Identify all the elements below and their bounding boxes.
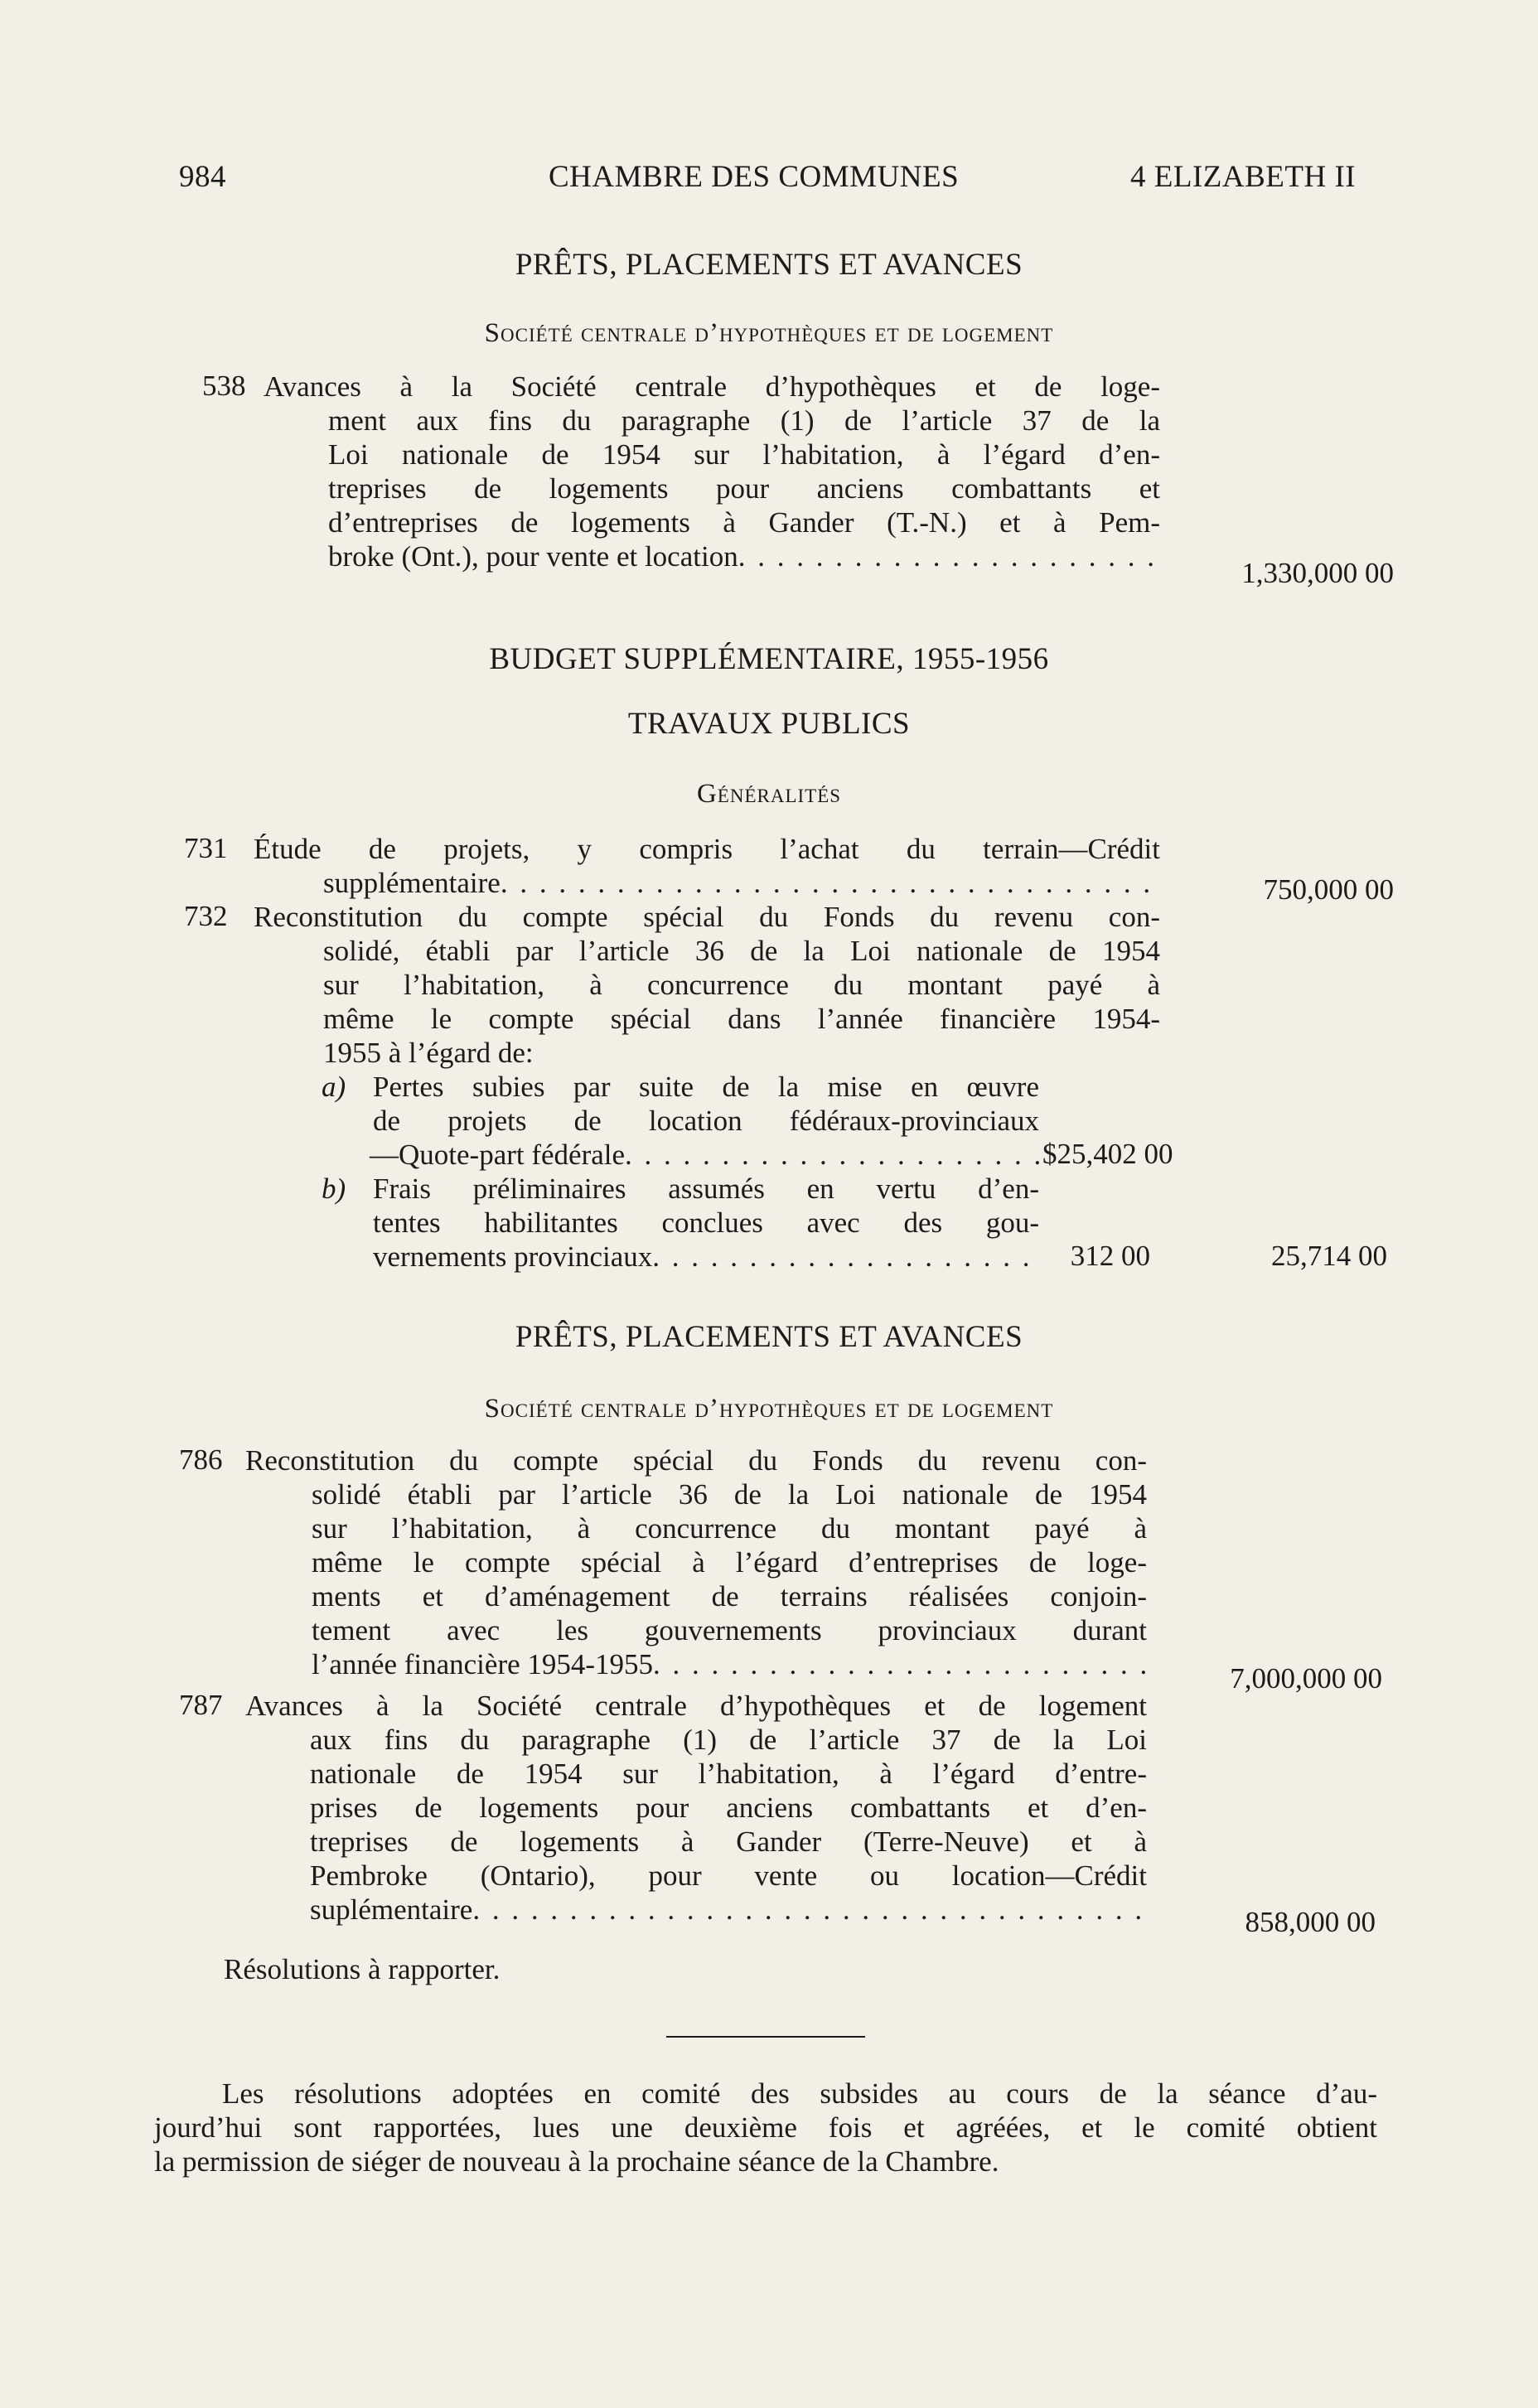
text-line: la permission de siéger de nouveau à la prochaine séance de la Chambre. (154, 2145, 999, 2178)
text-line: Avances à la Société centrale d’hypothèques et de logement (245, 1690, 1147, 1722)
text-line: tement avec les gouvernements provinciaux durant (312, 1614, 1147, 1646)
section2-minor-heading: Généralités (696, 779, 842, 809)
text-line: sur l’habitation, à concurrence du montant payé à (312, 1512, 1147, 1545)
sub-b-amount: 312 00 (1070, 1240, 1150, 1272)
leader-dots (738, 539, 1160, 573)
sub-a-label-text: a) (322, 1071, 346, 1103)
item-538-text (264, 370, 1160, 573)
item-731-text (254, 832, 1160, 900)
text-line-content: —Quote-part fédérale (370, 1139, 626, 1171)
text-line: tentes habilitantes conclues avec des gou- (373, 1206, 1039, 1239)
text-line: ments et d’aménagement de terrains réalisées conjoin- (312, 1580, 1147, 1613)
section2-heading: BUDGET SUPPLÉMENTAIRE, 1955-1956 (489, 642, 1049, 676)
text-line-content: supplémentaire (323, 867, 501, 899)
page-number: 984 (179, 160, 226, 194)
text-line-content: vernements provinciaux (373, 1240, 653, 1273)
item-731-amount: 750,000 00 (1263, 873, 1394, 906)
text-line: Frais préliminaires assumés en vertu d’en- (373, 1173, 1039, 1205)
closing-line: Résolutions à rapporter. (224, 1953, 501, 1985)
section3-heading: PRÊTS, PLACEMENTS ET AVANCES (515, 1320, 1023, 1354)
running-title: CHAMBRE DES COMMUNES (549, 160, 960, 194)
item-731-number: 731 (184, 832, 228, 864)
sub-a-text (370, 1070, 1039, 1172)
item-787-number: 787 (179, 1689, 223, 1721)
text-line (310, 1893, 1147, 1927)
text-line: treprises de logements pour anciens combattants et (328, 472, 1160, 505)
leader-dots (472, 1893, 1147, 1927)
text-line-content: suplémentaire (310, 1893, 473, 1926)
text-line: de projets de location fédéraux-provinciaux (373, 1105, 1039, 1137)
text-line: jourd’hui sont rapportées, lues une deuxième fois et agréées, et le comité obtient (154, 2111, 1377, 2144)
section-divider (666, 2036, 865, 2038)
item-538-amount: 1,330,000 00 (1241, 557, 1394, 589)
item-786-amount: 7,000,000 00 (1230, 1662, 1382, 1695)
text-line: Avances à la Société centrale d’hypothèques et de loge- (264, 370, 1160, 403)
section1-subheading: Société centrale d’hypothèques et de logement (484, 318, 1054, 348)
text-line (370, 1138, 1039, 1172)
sub-b-label (322, 1172, 346, 1206)
sub-b-label-text: b) (322, 1173, 346, 1205)
text-line: Loi nationale de 1954 sur l’habitation, à l’égard d’en- (328, 438, 1160, 471)
text-line: aux fins du paragraphe (1) de l’article 37 de la Loi (310, 1724, 1147, 1756)
item-787-text (245, 1689, 1147, 1927)
text-line: Reconstitution du compte spécial du Fonds du revenu con- (245, 1444, 1147, 1477)
regnal-year: 4 ELIZABETH II (1130, 160, 1357, 194)
text-line: treprises de logements à Gander (Terre-Neuve) et à (310, 1825, 1147, 1858)
text-line: ment aux fins du paragraphe (1) de l’article 37 de la (328, 404, 1160, 437)
text-line (312, 1647, 1147, 1681)
sub-b-text (373, 1172, 1039, 1274)
section1-heading: PRÊTS, PLACEMENTS ET AVANCES (515, 248, 1023, 282)
text-line (373, 1240, 1039, 1274)
text-line: solidé, établi par l’article 36 de la Loi nationale de 1954 (323, 935, 1160, 967)
leader-dots (501, 866, 1160, 900)
item-786-text (245, 1443, 1147, 1681)
leader-dots (653, 1647, 1147, 1681)
section3-subheading: Société centrale d’hypothèques et de logement (484, 1394, 1054, 1424)
text-line (328, 539, 1160, 573)
item-732-amount: 25,714 00 (1271, 1240, 1387, 1272)
sub-a-label (322, 1070, 346, 1104)
sub-a-amount: $25,402 00 (1042, 1138, 1173, 1170)
text-line: nationale de 1954 sur l’habitation, à l’égard d’entre- (310, 1758, 1147, 1790)
leader-dots (625, 1138, 1039, 1172)
text-line: Étude de projets, y compris l’achat du terrain—Crédit (254, 833, 1160, 865)
text-line: 1955 à l’égard de: (323, 1037, 534, 1069)
leader-dots (652, 1240, 1039, 1274)
text-line: Les résolutions adoptées en comité des subsides au cours de la séance d’au- (222, 2077, 1377, 2110)
item-538-number: 538 (202, 370, 246, 402)
text-line: Pertes subies par suite de la mise en œuvre (373, 1071, 1039, 1103)
text-line (323, 866, 1160, 900)
text-line: prises de logements pour anciens combattants et d’en- (310, 1791, 1147, 1824)
item-732-number: 732 (184, 900, 228, 932)
text-line: sur l’habitation, à concurrence du montant payé à (323, 969, 1160, 1001)
footer-paragraph (154, 2077, 1377, 2178)
text-line: même le compte spécial dans l’année financière 1954- (323, 1003, 1160, 1035)
text-line: d’entreprises de logements à Gander (T.-N.) et à Pem- (328, 506, 1160, 539)
text-line-content: broke (Ont.), pour vente et location (328, 540, 738, 573)
item-787-amount: 858,000 00 (1245, 1906, 1376, 1938)
text-line: solidé établi par l’article 36 de la Loi nationale de 1954 (312, 1478, 1147, 1511)
text-line: Reconstitution du compte spécial du Fonds du revenu con- (254, 901, 1160, 933)
section2-subheading: TRAVAUX PUBLICS (627, 707, 911, 741)
item-786-number: 786 (179, 1443, 223, 1476)
text-line: même le compte spécial à l’égard d’entreprises de loge- (312, 1546, 1147, 1579)
text-line: Pembroke (Ontario), pour vente ou location—Crédit (310, 1859, 1147, 1892)
text-line-content: l’année financière 1954-1955 (312, 1648, 654, 1680)
item-732-text (254, 900, 1160, 1070)
